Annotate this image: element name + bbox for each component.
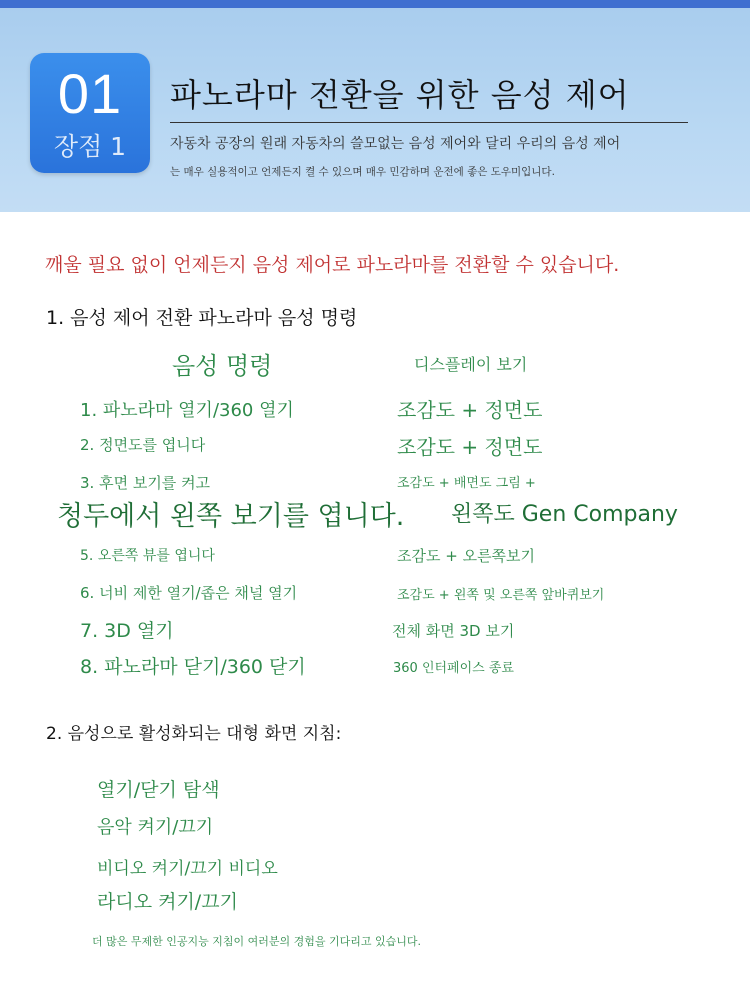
title-divider (170, 122, 688, 123)
screen-instruction-3: 비디오 켜기/끄기 비디오 (97, 859, 278, 879)
display-view-8: 360 인터페이스 종료 (393, 661, 514, 676)
badge-number: 01 (57, 62, 123, 125)
section1-heading: 1. 음성 제어 전환 파노라마 음성 명령 (46, 307, 358, 329)
header-description-line2: 는 매우 실용적이고 언제든지 켤 수 있으며 매우 민감하며 운전에 좋은 도우미입니다. (170, 166, 555, 178)
display-view-5: 조감도 + 오른쪽보기 (397, 547, 536, 565)
top-accent-bar (0, 0, 750, 8)
display-view-7: 전체 화면 3D 보기 (392, 622, 515, 640)
page-title: 파노라마 전환을 위한 음성 제어 (170, 76, 630, 114)
overlay-caption-right: 왼쪽도 Gen Company (451, 502, 678, 527)
badge-label: 장점 1 (53, 132, 127, 161)
voice-command-8: 8. 파노라마 닫기/360 닫기 (80, 656, 306, 678)
advantage-badge (30, 53, 150, 173)
voice-command-6: 6. 너비 제한 열기/좁은 채널 열기 (80, 584, 298, 602)
screen-instruction-2: 음악 켜기/끄기 (97, 817, 214, 838)
voice-command-3: 3. 후면 보기를 켜고 (80, 474, 211, 492)
footer-note: 더 많은 무제한 인공지능 지침이 여러분의 경험을 기다리고 있습니다. (92, 935, 421, 948)
section2-heading: 2. 음성으로 활성화되는 대형 화면 지침: (46, 724, 342, 744)
display-view-2: 조감도 + 정면도 (397, 435, 543, 459)
voice-command-column-header: 음성 명령 (172, 352, 273, 380)
highlight-statement: 깨울 필요 없이 언제든지 음성 제어로 파노라마를 전환할 수 있습니다. (45, 254, 620, 276)
voice-command-5: 5. 오른쪽 뷰를 엽니다 (80, 548, 215, 564)
voice-command-1: 1. 파노라마 열기/360 열기 (80, 400, 294, 421)
display-view-3: 조감도 + 배면도 그림 + (397, 476, 536, 491)
screen-instruction-1: 열기/닫기 탐색 (97, 779, 220, 801)
display-view-1: 조감도 + 정면도 (397, 398, 543, 422)
display-view-6: 조감도 + 왼쪽 및 오른쪽 앞바퀴보기 (397, 588, 605, 603)
display-view-column-header: 디스플레이 보기 (414, 355, 528, 374)
voice-command-2: 2. 정면도를 엽니다 (80, 436, 206, 454)
overlay-caption: 청두에서 왼쪽 보기를 엽니다. (57, 501, 405, 532)
screen-instruction-4: 라디오 켜기/끄기 (97, 891, 238, 913)
header-description-line1: 자동차 공장의 원래 자동차의 쓸모없는 음성 제어와 달리 우리의 음성 제어 (170, 136, 621, 152)
voice-command-7: 7. 3D 열기 (80, 620, 174, 642)
